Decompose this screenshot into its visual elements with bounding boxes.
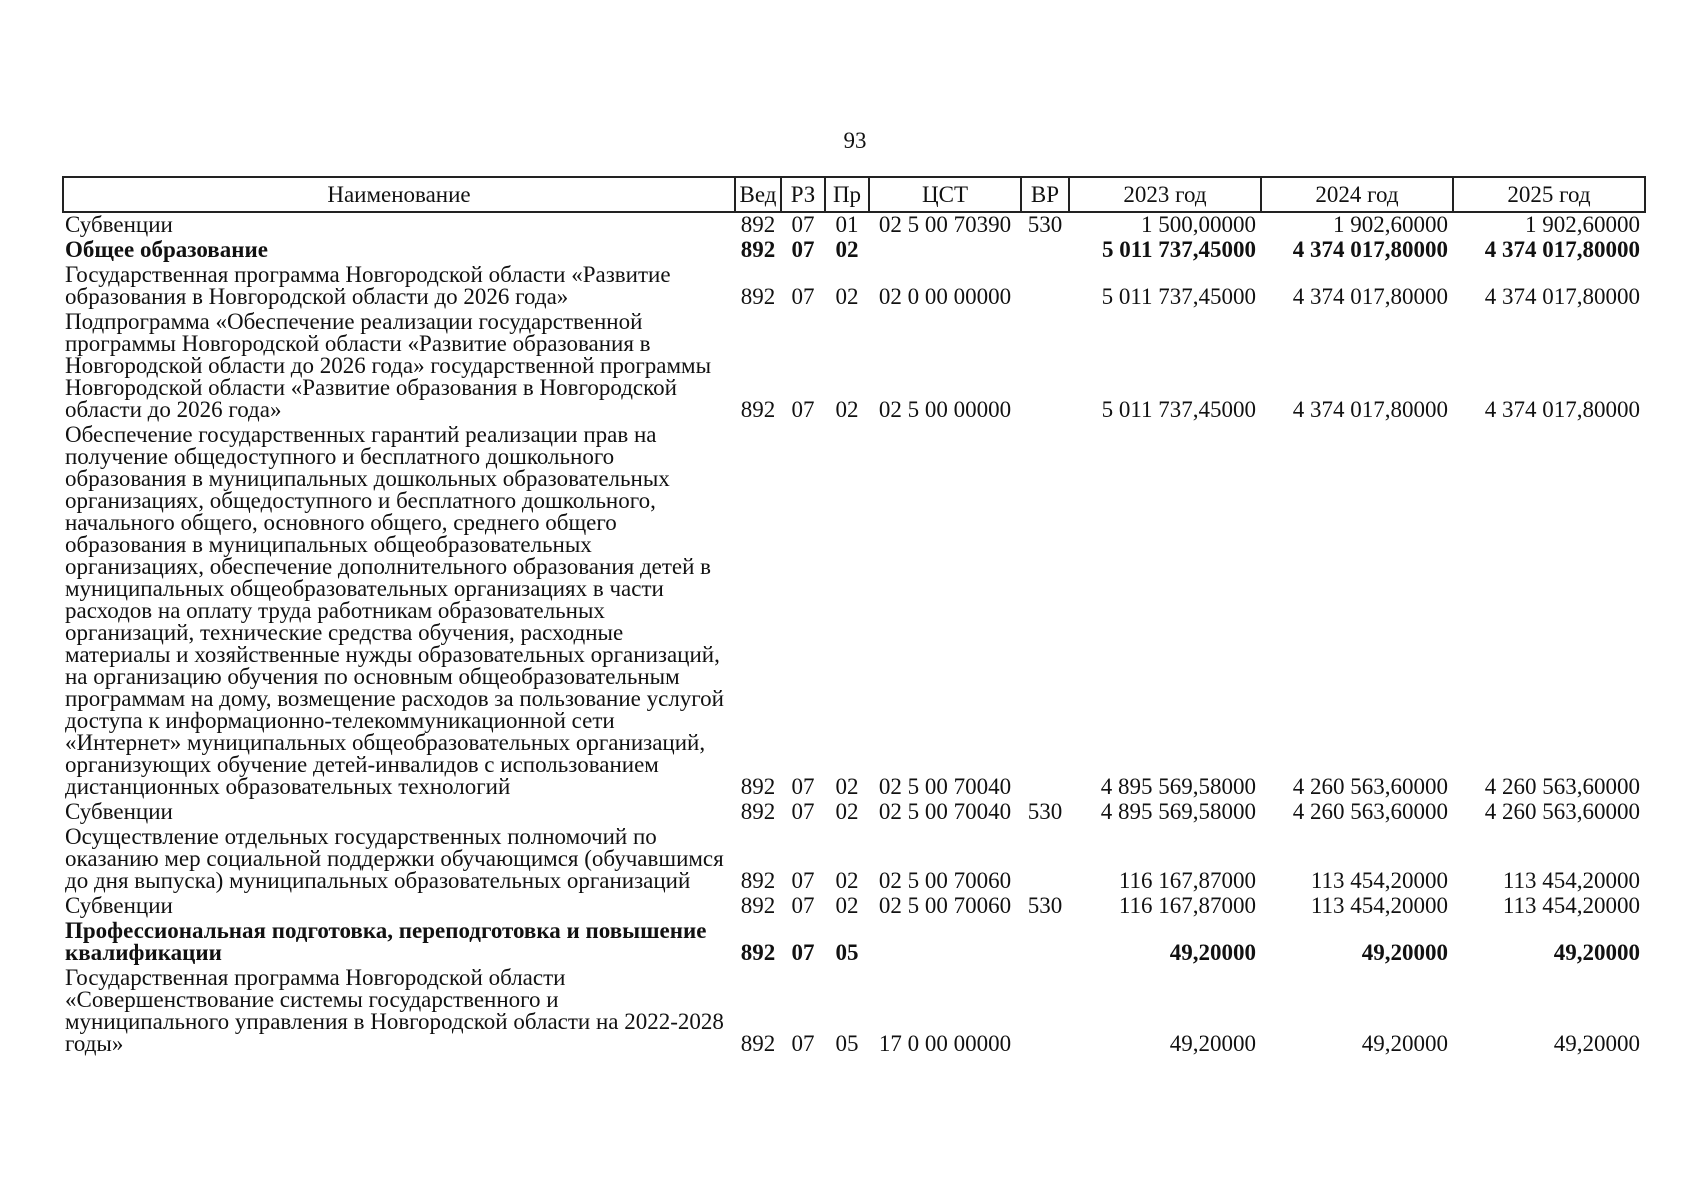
row-rz: 07: [791, 774, 815, 799]
table-row: [63, 825, 1645, 894]
header-vr: ВР: [1021, 177, 1069, 212]
row-2024: 4 374 017,80000: [1292, 397, 1448, 422]
row-vr: 530: [1027, 799, 1063, 824]
row-2025: 1 902,60000: [1525, 212, 1640, 237]
row-pr: 02: [835, 237, 859, 262]
row-ved: 892: [740, 940, 776, 965]
row-2024: 4 374 017,80000: [1292, 284, 1448, 309]
table-row-section: [63, 919, 1645, 966]
table-row: [63, 310, 1645, 423]
row-ved: 892: [740, 799, 776, 824]
row-name: Общее образование: [65, 237, 268, 262]
table-row-section: [63, 238, 1645, 263]
row-2024: 4 374 017,80000: [1292, 237, 1448, 262]
header-2023: 2023 год: [1069, 177, 1261, 212]
row-rz: 07: [791, 237, 815, 262]
row-name: Обеспечение государственных гарантий реализации прав на получение общедоступного и бесплатного дошкольного образования в муниципальных дошкольных образовательных организациях, общедоступного и бесплатного дошкольного, начального общего, основного общего, среднего общего образования в муниципальных общеобразовательных организациях, обеспечение дополнительного образования детей в муниципальных общеобразовательных организациях в части расходов на оплату труда работникам образовательных организаций, технические средства обучения, расходные материалы и хозяйственные нужды образовательных организаций, на организацию обучения по основным общеобразовательным программам на дому, возмещение расходов за пользование услугой доступа к информационно-телекоммуникационной сети «Интернет» муниципальных общеобразовательных организаций, организующих обучение детей-инвалидов с использованием дистанционных образовательных технологий: [65, 422, 724, 799]
row-2025: 4 260 563,60000: [1484, 774, 1640, 799]
row-2023: 4 895 569,58000: [1100, 774, 1256, 799]
row-2024: 113 454,20000: [1310, 893, 1448, 918]
row-2025: 49,20000: [1553, 940, 1640, 965]
row-rz: 07: [791, 284, 815, 309]
row-cst: 17 0 00 00000: [878, 1031, 1012, 1056]
row-2023: 49,20000: [1169, 940, 1256, 965]
row-name: Субвенции: [65, 799, 173, 824]
table-header-row: [63, 177, 1645, 212]
row-rz: 07: [791, 799, 815, 824]
row-rz: 07: [791, 397, 815, 422]
table-row: [63, 212, 1645, 238]
table-row: [63, 800, 1645, 825]
row-pr: 05: [835, 1031, 859, 1056]
header-2024: 2024 год: [1261, 177, 1453, 212]
row-cst: [869, 919, 1021, 966]
row-cst: 02 5 00 70390: [878, 212, 1012, 237]
header-rz: РЗ: [781, 177, 825, 212]
header-name: Наименование: [63, 177, 735, 212]
row-name: Осуществление отдельных государственных полномочий по оказанию мер социальной поддержки обучающимся (обучавшимся до дня выпуска) муниципальных образовательных организаций: [65, 824, 724, 893]
header-cst: ЦСТ: [869, 177, 1021, 212]
row-name: Субвенции: [65, 212, 173, 237]
table-row: [63, 894, 1645, 919]
row-ved: 892: [740, 237, 776, 262]
row-rz: 07: [791, 940, 815, 965]
row-vr: [1021, 919, 1069, 966]
row-2023: 5 011 737,45000: [1101, 284, 1256, 309]
row-2023: 4 895 569,58000: [1100, 799, 1256, 824]
row-vr: [1021, 966, 1069, 1057]
table-row: [63, 423, 1645, 800]
row-pr: 02: [835, 799, 859, 824]
row-cst: 02 5 00 70060: [878, 893, 1012, 918]
row-ved: 892: [740, 284, 776, 309]
row-name: Государственная программа Новгородской области «Развитие образования в Новгородской области до 2026 года»: [65, 262, 671, 309]
row-2023: 116 167,87000: [1118, 868, 1256, 893]
row-2024: 1 902,60000: [1333, 212, 1448, 237]
row-cst: 02 5 00 70040: [878, 799, 1012, 824]
row-2025: 113 454,20000: [1502, 868, 1640, 893]
row-2023: 1 500,00000: [1141, 212, 1256, 237]
row-pr: 02: [835, 397, 859, 422]
header-pr: Пр: [825, 177, 869, 212]
header-ved: Вед: [735, 177, 781, 212]
row-2024: 113 454,20000: [1310, 868, 1448, 893]
row-cst: 02 0 00 00000: [878, 284, 1012, 309]
row-2024: 4 260 563,60000: [1292, 774, 1448, 799]
row-pr: 02: [835, 893, 859, 918]
table-row: [63, 966, 1645, 1057]
row-vr: [1021, 238, 1069, 263]
row-2024: 4 260 563,60000: [1292, 799, 1448, 824]
row-ved: 892: [740, 212, 776, 237]
row-ved: 892: [740, 1031, 776, 1056]
budget-table: [62, 176, 1646, 1057]
row-2024: 49,20000: [1361, 1031, 1448, 1056]
row-pr: 02: [835, 868, 859, 893]
row-vr: 530: [1027, 212, 1063, 237]
row-2023: 49,20000: [1169, 1031, 1256, 1056]
row-2025: 4 374 017,80000: [1484, 284, 1640, 309]
header-2025: 2025 год: [1453, 177, 1645, 212]
row-ved: 892: [740, 868, 776, 893]
row-vr: [1021, 263, 1069, 310]
row-rz: 07: [791, 893, 815, 918]
row-ved: 892: [740, 397, 776, 422]
row-2025: 113 454,20000: [1502, 893, 1640, 918]
row-pr: 02: [835, 774, 859, 799]
row-cst: 02 5 00 70060: [878, 868, 1012, 893]
row-2023: 116 167,87000: [1118, 893, 1256, 918]
row-rz: 07: [791, 1031, 815, 1056]
row-name: Профессиональная подготовка, переподготовка и повышение квалификации: [65, 918, 707, 965]
row-rz: 07: [791, 868, 815, 893]
row-2024: 49,20000: [1361, 940, 1448, 965]
row-2023: 5 011 737,45000: [1101, 397, 1256, 422]
row-vr: [1021, 825, 1069, 894]
table-row: [63, 263, 1645, 310]
row-ved: 892: [740, 893, 776, 918]
row-name: Государственная программа Новгородской области «Совершенствование системы государственного и муниципального управления в Новгородской области на 2022-2028 годы»: [65, 965, 724, 1056]
row-cst: 02 5 00 00000: [878, 397, 1012, 422]
row-ved: 892: [740, 774, 776, 799]
row-pr: 01: [835, 212, 859, 237]
row-name: Подпрограмма «Обеспечение реализации государственной программы Новгородской области «Развитие образования в Новгородской области до 2026 года» государственной программы Новгородской области «Развитие образования в Новгородской области до 2026 года»: [65, 309, 712, 422]
row-vr: [1021, 310, 1069, 423]
row-2025: 4 374 017,80000: [1484, 237, 1640, 262]
row-2025: 4 374 017,80000: [1484, 397, 1640, 422]
row-pr: 02: [835, 284, 859, 309]
row-pr: 05: [835, 940, 859, 965]
row-vr: [1021, 423, 1069, 800]
page-number: 93: [843, 128, 867, 153]
row-2023: 5 011 737,45000: [1102, 237, 1256, 262]
row-2025: 49,20000: [1553, 1031, 1640, 1056]
row-2025: 4 260 563,60000: [1484, 799, 1640, 824]
row-cst: [869, 238, 1021, 263]
row-rz: 07: [791, 212, 815, 237]
row-name: Субвенции: [65, 893, 173, 918]
row-vr: 530: [1027, 893, 1063, 918]
row-cst: 02 5 00 70040: [878, 774, 1012, 799]
